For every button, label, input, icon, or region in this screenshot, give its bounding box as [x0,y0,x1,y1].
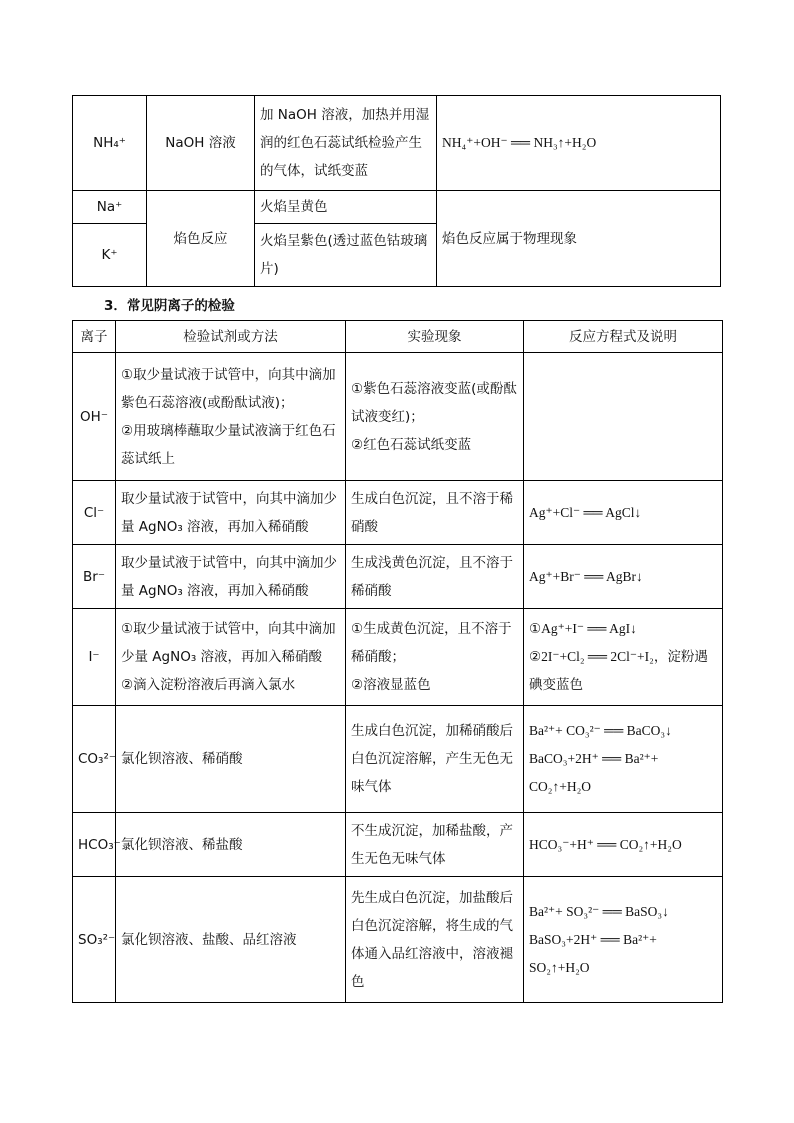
phenomenon-line: 先生成白色沉淀，加盐酸后白色沉淀溶解，将生成的气体通入品红溶液中，溶液褪色 [351,889,513,990]
phenomenon-line: ②溶液显蓝色 [351,677,431,693]
equation-cell [524,813,723,877]
equation-cell [524,353,723,481]
phenomenon-line: 不生成沉淀，加稀盐酸，产生无色无味气体 [351,822,513,867]
ion-cell: Cl⁻ [73,481,116,545]
anion-test-table [72,320,723,1003]
method-line: ②用玻璃棒蘸取少量试液滴于红色石蕊试纸上 [121,422,336,467]
phenomenon-cell: 火焰呈黄色 [255,191,437,224]
phenomenon-cell [346,353,524,481]
equation-cell [524,609,723,706]
ion-cell: SO₃²⁻ [73,877,116,1003]
section-heading: 3．常见阴离子的检验 [104,298,235,314]
phenomenon-cell [346,706,524,813]
cation-test-table [72,95,721,287]
anion-table-body [73,353,723,1003]
reagent-cell: 焰色反应 [147,191,255,287]
method-line: 氯化钡溶液、盐酸、品红溶液 [121,931,297,948]
equation-line: ②2I⁻+Cl₂ ══ 2Cl⁻+I₂，淀粉遇碘变蓝色 [529,649,708,692]
method-line: ①取少量试液于试管中，向其中滴加紫色石蕊溶液(或酚酞试液)； [121,366,336,411]
equation-line: BaSO₃+2H⁺ ══ Ba²⁺+ [529,931,657,947]
method-cell [116,813,346,877]
ion-cell: Br⁻ [73,545,116,609]
equation-line: Ag⁺+Br⁻ ══ AgBr↓ [529,568,643,584]
equation-line: BaCO₃+2H⁺ ══ Ba²⁺+ [529,751,659,766]
phenomenon-cell [346,609,524,706]
method-line: 氯化钡溶液、稀盐酸 [121,836,243,853]
ion-cell: OH⁻ [73,353,116,481]
phenomenon-line: ①生成黄色沉淀，且不溶于稀硝酸； [351,621,512,665]
equation-cell: NH₄⁺+OH⁻ ══ NH₃↑+H₂O [437,96,721,191]
equation-line: HCO₃⁻+H⁺ ══ CO₂↑+H₂O [529,836,682,852]
equation-line: Ba²⁺+ CO₃²⁻ ══ BaCO₃↓ [529,723,672,738]
method-cell [116,609,346,706]
header-method: 检验试剂或方法 [116,321,346,353]
phenomenon-line: ①紫色石蕊溶液变蓝(或酚酞试液变红)； [351,380,517,425]
equation-cell [524,545,723,609]
equation-line: Ag⁺+Cl⁻ ══ AgCl↓ [529,504,642,520]
ion-cell: HCO₃⁻ [73,813,116,877]
equation-cell [524,481,723,545]
phenomenon-cell [346,813,524,877]
header-ion: 离子 [73,321,116,353]
method-cell [116,545,346,609]
phenomenon-cell: 加 NaOH 溶液，加热并用湿润的红色石蕊试纸检验产生的气体，试纸变蓝 [255,96,437,191]
header-phenomenon: 实验现象 [346,321,524,353]
table-row [73,545,723,609]
phenomenon-line: 生成白色沉淀，且不溶于稀硝酸 [351,490,513,535]
phenomenon-cell [346,481,524,545]
ion-cell: NH₄⁺ [73,96,147,191]
note-cell: 焰色反应属于物理现象 [437,191,721,287]
method-line: ①取少量试液于试管中，向其中滴加少量 AgNO₃ 溶液，再加入稀硝酸 [121,621,336,665]
phenomenon-cell [346,877,524,1003]
ion-cell: I⁻ [73,609,116,706]
table-row [73,481,723,545]
method-cell [116,706,346,813]
method-line: ②滴入淀粉溶液后再滴入氯水 [121,677,296,693]
phenomenon-cell: 火焰呈紫色(透过蓝色钴玻璃片) [255,224,437,287]
phenomenon-line: 生成浅黄色沉淀，且不溶于稀硝酸 [351,554,513,599]
ion-cell: CO₃²⁻ [73,706,116,813]
equation-cell [524,706,723,813]
header-equation: 反应方程式及说明 [524,321,723,353]
method-cell [116,877,346,1003]
equation-line: CO₂↑+H₂O [529,779,592,794]
method-cell [116,353,346,481]
table-row [73,609,723,706]
table-row [73,813,723,877]
phenomenon-line: 生成白色沉淀，加稀硝酸后白色沉淀溶解，产生无色无味气体 [351,723,513,795]
method-line: 取少量试液于试管中，向其中滴加少量 AgNO₃ 溶液，再加入稀硝酸 [121,490,337,535]
method-line: 氯化钡溶液、稀硝酸 [121,751,243,767]
phenomenon-line: ②红色石蕊试纸变蓝 [351,436,472,453]
table-row [73,706,723,813]
method-cell [116,481,346,545]
equation-line: Ba²⁺+ SO₃²⁻ ══ BaSO₃↓ [529,903,669,919]
table-row [73,877,723,1003]
reagent-cell: NaOH 溶液 [147,96,255,191]
phenomenon-cell [346,545,524,609]
equation-line: SO₂↑+H₂O [529,959,590,975]
table-row [73,353,723,481]
ion-cell: K⁺ [73,224,147,287]
equation-line: ①Ag⁺+I⁻ ══ AgI↓ [529,621,637,636]
equation-cell [524,877,723,1003]
ion-cell: Na⁺ [73,191,147,224]
method-line: 取少量试液于试管中，向其中滴加少量 AgNO₃ 溶液，再加入稀硝酸 [121,554,337,599]
